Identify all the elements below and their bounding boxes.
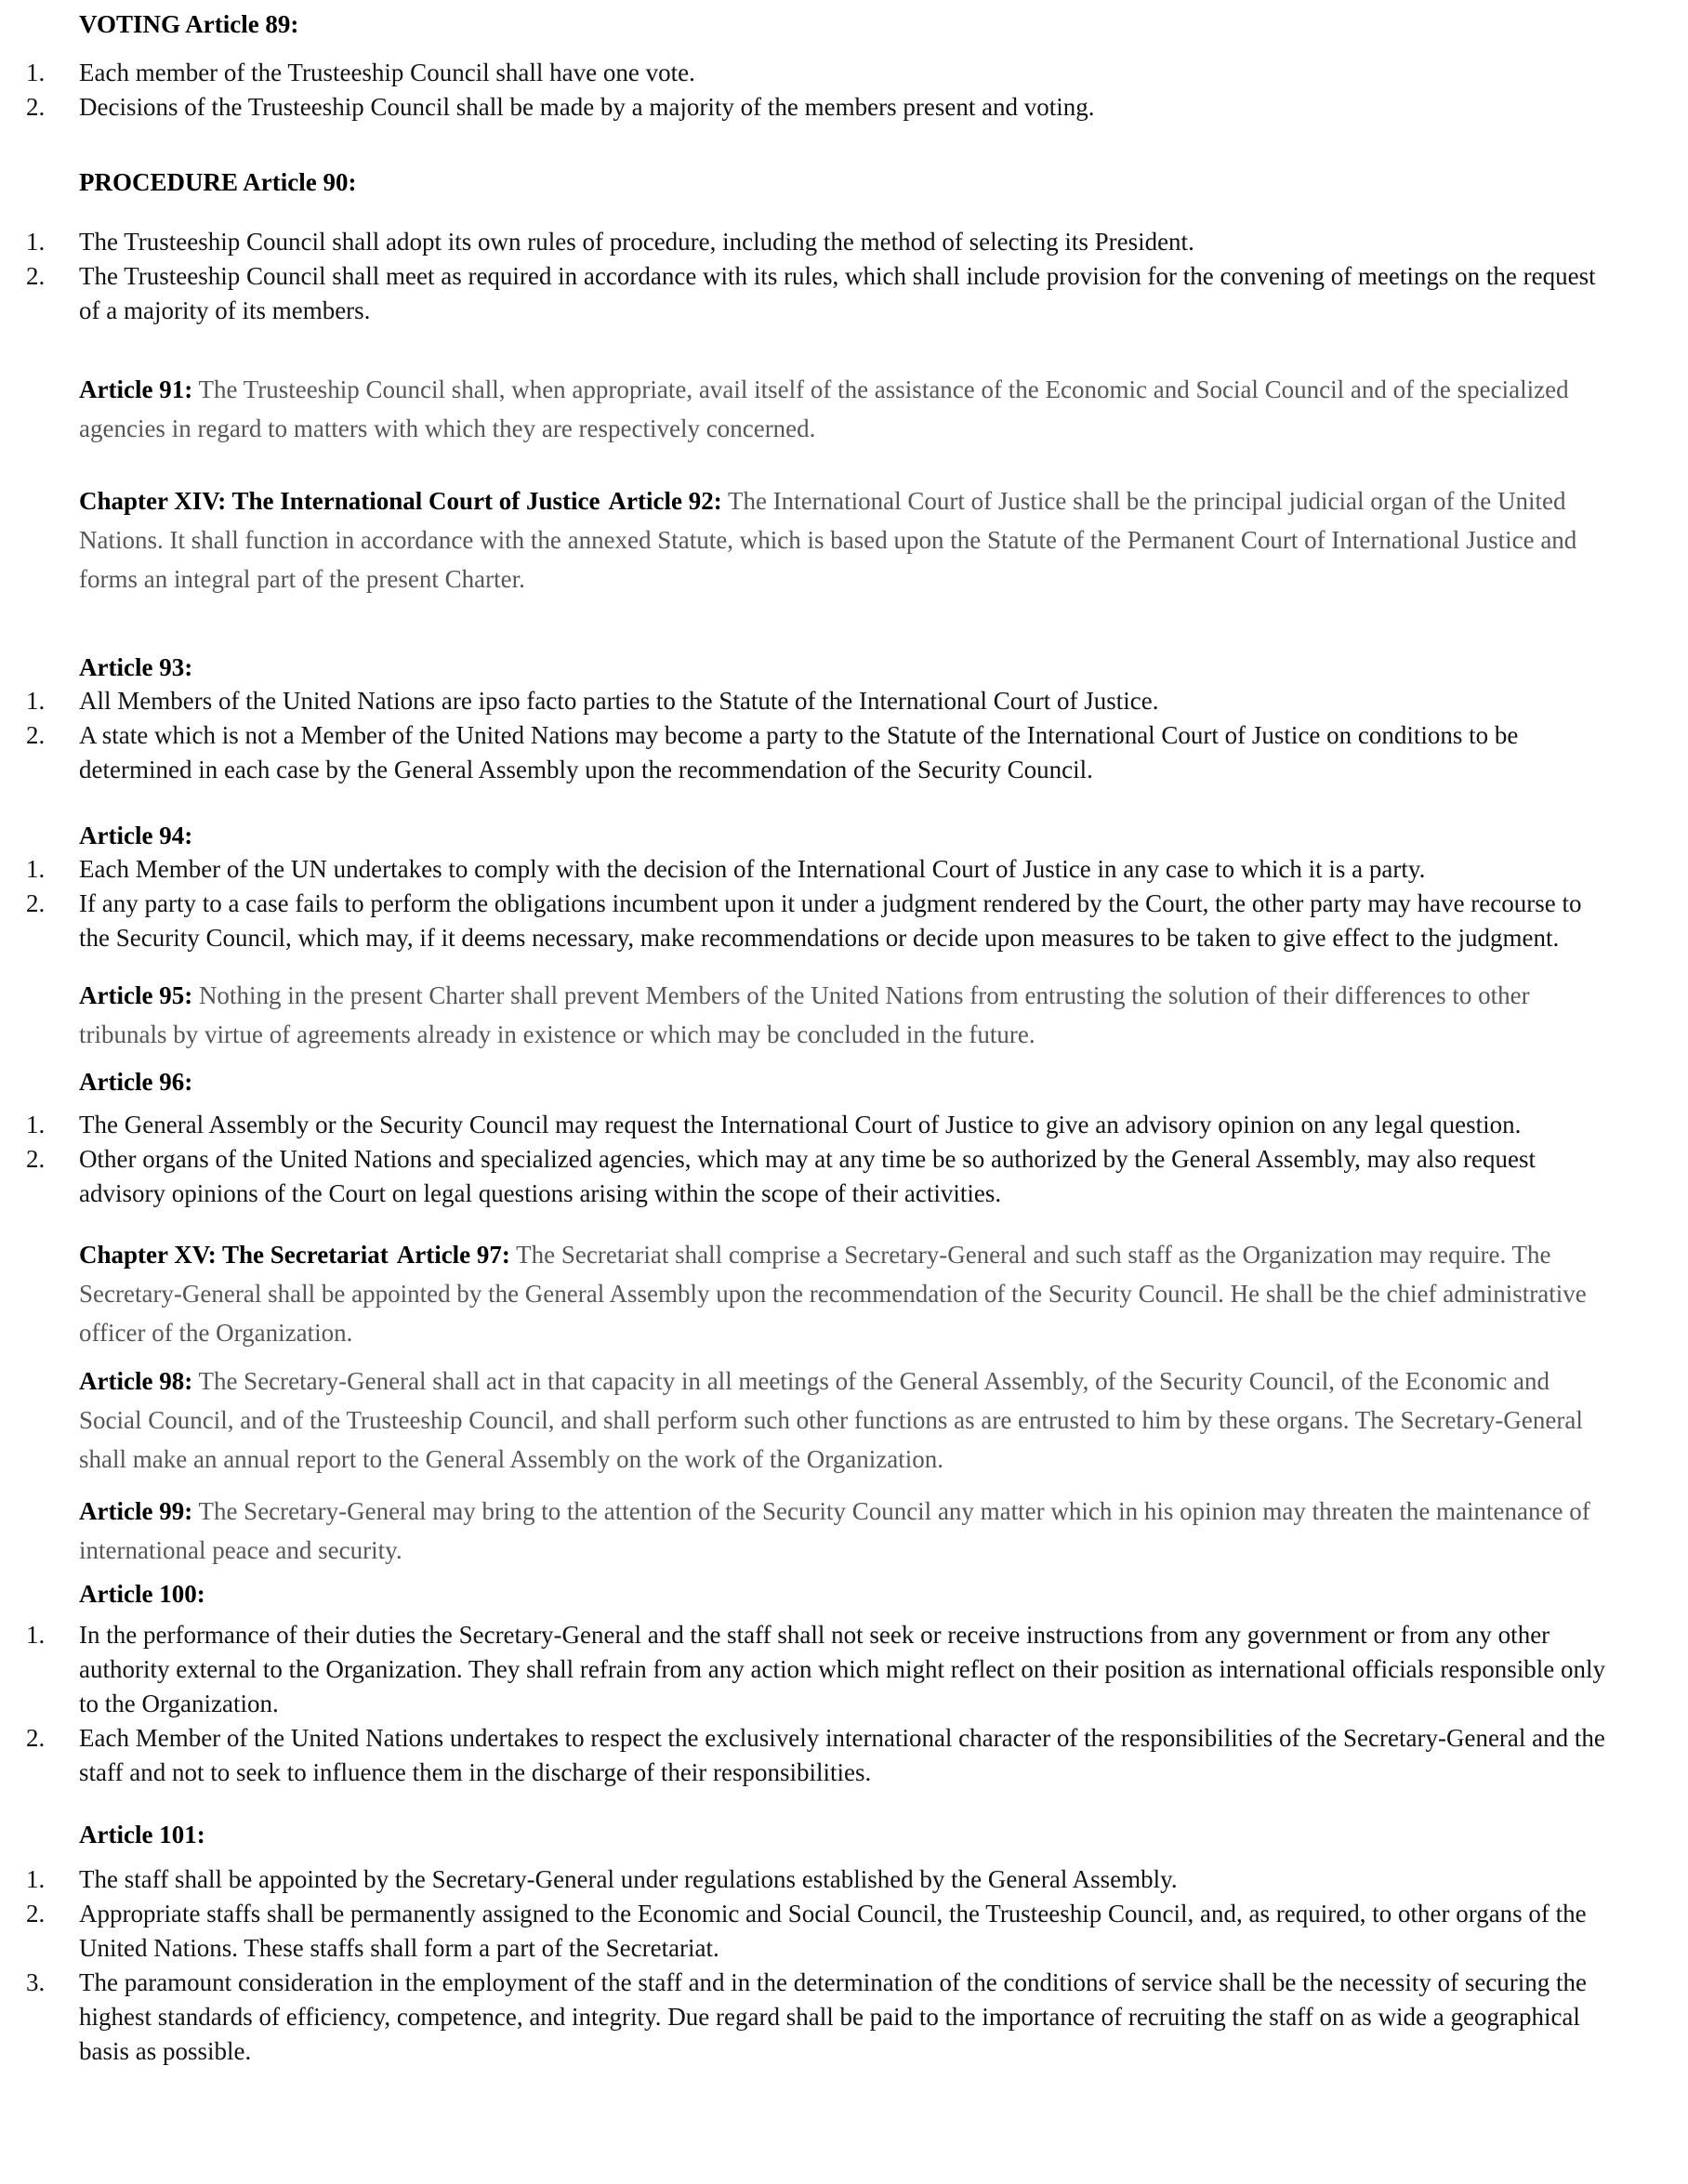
list-item-text: The paramount consideration in the employment of the staff and in the determination of the conditions of service shall be the necessity of securing the highest standards of efficiency, competence, and integrity. Due regard shall be paid to the importance of recruiting the staff on as wide a geographical basis as possible. bbox=[79, 1968, 1588, 2065]
list-item bbox=[26, 1721, 1606, 1790]
section-heading: Article 101: bbox=[79, 1821, 205, 1849]
list-item-text: Appropriate staffs shall be permanently assigned to the Economic and Social Council, the Trusteeship Council, and, as required, to other organs of the United Nations. These staffs shall form a part of the Secretariat. bbox=[79, 1900, 1587, 1962]
section-heading: Article 100: bbox=[79, 1580, 205, 1608]
section-heading: Article 93: bbox=[79, 653, 193, 681]
list-item-text: All Members of the United Nations are ipso facto parties to the Statute of the International Court of Justice. bbox=[79, 687, 1159, 715]
article-label: Article 98: bbox=[79, 1367, 193, 1395]
list-item bbox=[26, 852, 1606, 887]
paragraph-text: The Secretary-General shall act in that capacity in all meetings of the General Assembly, of the Security Council, of the Economic and Social Council, and of the Trusteeship Council, and shall perform such other functions as are entrusted to him by these organs. The Secretary-General shall make an annual report to the General Assembly on the work of the Organization. bbox=[79, 1367, 1583, 1473]
list-item-text: Each member of the Trusteeship Council shall have one vote. bbox=[79, 59, 695, 86]
article-paragraph bbox=[79, 370, 1606, 448]
list-item-number: 2. bbox=[26, 721, 46, 749]
list-item-number: 3. bbox=[26, 1968, 46, 1996]
list-item-number: 2. bbox=[26, 1724, 46, 1752]
list-item-text: Other organs of the United Nations and specialized agencies, which may at any time be so authorized by the General Assembly, may also request advisory opinions of the Court on legal questions arising within the scope of their activities. bbox=[79, 1145, 1536, 1207]
list-item-text: Each Member of the UN undertakes to comply with the decision of the International Court of Justice in any case to which it is a party. bbox=[79, 855, 1426, 883]
article-paragraph bbox=[79, 1362, 1606, 1479]
list-item-number: 1. bbox=[26, 59, 46, 86]
article-label: Article 99: bbox=[79, 1497, 193, 1525]
article-paragraph bbox=[79, 1235, 1606, 1352]
list-item-number: 1. bbox=[26, 1621, 46, 1649]
list-item bbox=[26, 887, 1606, 955]
section-heading: Article 96: bbox=[79, 1068, 193, 1096]
list-item bbox=[26, 225, 1606, 259]
list-item-number: 2. bbox=[26, 262, 46, 290]
list-item-number: 1. bbox=[26, 1865, 46, 1893]
list-item-number: 2. bbox=[26, 1900, 46, 1927]
section-heading: PROCEDURE Article 90: bbox=[79, 168, 357, 196]
list-item-number: 1. bbox=[26, 687, 46, 715]
list-item-number: 1. bbox=[26, 855, 46, 883]
list-item bbox=[26, 684, 1606, 718]
list-item bbox=[26, 718, 1606, 787]
article-label: Chapter XV: The Secretariat bbox=[79, 1241, 389, 1269]
document-body bbox=[0, 7, 1606, 2069]
article-label: Article 92: bbox=[608, 487, 722, 515]
article-list bbox=[0, 684, 1606, 787]
list-item-number: 2. bbox=[26, 1145, 46, 1173]
list-item bbox=[26, 259, 1606, 328]
article-label: Chapter XIV: The International Court of Justice bbox=[79, 487, 600, 515]
list-item-number: 2. bbox=[26, 889, 46, 917]
article-list bbox=[0, 56, 1606, 125]
article-label: Article 97: bbox=[396, 1241, 510, 1269]
article-paragraph bbox=[79, 976, 1606, 1054]
article-list bbox=[0, 1618, 1606, 1790]
article-list bbox=[0, 852, 1606, 955]
list-item-text: The Trusteeship Council shall adopt its own rules of procedure, including the method of selecting its President. bbox=[79, 228, 1194, 256]
paragraph-text: The Secretary-General may bring to the attention of the Security Council any matter which in his opinion may threaten the maintenance of international peace and security. bbox=[79, 1497, 1590, 1564]
article-list bbox=[0, 1108, 1606, 1211]
list-item bbox=[26, 1862, 1606, 1897]
list-item bbox=[26, 1618, 1606, 1721]
article-label: Article 91: bbox=[79, 375, 193, 403]
list-item bbox=[26, 90, 1606, 125]
section-heading: VOTING Article 89: bbox=[79, 10, 299, 38]
list-item-number: 1. bbox=[26, 1111, 46, 1138]
list-item bbox=[26, 1108, 1606, 1142]
list-item-text: If any party to a case fails to perform the obligations incumbent upon it under a judgment rendered by the Court, the other party may have recourse to the Security Council, which may, if it deems necessary, make recommendations or decide upon measures to be taken to give effect to the judgment. bbox=[79, 889, 1582, 952]
list-item-text: A state which is not a Member of the United Nations may become a party to the Statute of the International Court of Justice on conditions to be determined in each case by the General Assembly upon the recommendation of the Security Council. bbox=[79, 721, 1519, 783]
article-paragraph bbox=[79, 481, 1606, 599]
list-item-text: The Trusteeship Council shall meet as required in accordance with its rules, which shall include provision for the convening of meetings on the request of a majority of its members. bbox=[79, 262, 1596, 324]
article-paragraph bbox=[79, 1492, 1606, 1570]
list-item-text: The staff shall be appointed by the Secretary-General under regulations established by the General Assembly. bbox=[79, 1865, 1178, 1893]
list-item bbox=[26, 1897, 1606, 1966]
list-item bbox=[26, 56, 1606, 90]
paragraph-text: The International Court of Justice shall be the principal judicial organ of the United Nations. It shall function in accordance with the annexed Statute, which is based upon the Statute of the Permanent Court of International Justice and forms an integral part of the present Charter. bbox=[79, 487, 1577, 593]
paragraph-text: The Secretariat shall comprise a Secretary-General and such staff as the Organization may require. The Secretary-General shall be appointed by the General Assembly upon the recommendation of the Security Council. He shall be the chief administrative officer of the Organization. bbox=[79, 1241, 1587, 1347]
list-item-number: 1. bbox=[26, 228, 46, 256]
list-item-text: Each Member of the United Nations undertakes to respect the exclusively international character of the responsibilities of the Secretary-General and the staff and not to seek to influence them in the discharge of their responsibilities. bbox=[79, 1724, 1605, 1786]
list-item bbox=[26, 1966, 1606, 2069]
list-item-text: The General Assembly or the Security Council may request the International Court of Justice to give an advisory opinion on any legal question. bbox=[79, 1111, 1522, 1138]
article-label: Article 95: bbox=[79, 981, 193, 1009]
list-item-text: In the performance of their duties the Secretary-General and the staff shall not seek or receive instructions from any government or from any other authority external to the Organization. They shall refrain from any action which might reflect on their position as international officials responsible only to the Organization. bbox=[79, 1621, 1606, 1717]
paragraph-text: Nothing in the present Charter shall prevent Members of the United Nations from entrusting the solution of their differences to other tribunals by virtue of agreements already in existence or which may be concluded in the future. bbox=[79, 981, 1530, 1048]
section-heading: Article 94: bbox=[79, 822, 193, 849]
article-list bbox=[0, 1862, 1606, 2069]
list-item-text: Decisions of the Trusteeship Council shall be made by a majority of the members present and voting. bbox=[79, 93, 1095, 121]
article-list bbox=[0, 225, 1606, 328]
list-item-number: 2. bbox=[26, 93, 46, 121]
list-item bbox=[26, 1142, 1606, 1211]
paragraph-text: The Trusteeship Council shall, when appropriate, avail itself of the assistance of the Economic and Social Council and of the specialized agencies in regard to matters with which they are respectively concerned. bbox=[79, 375, 1569, 442]
